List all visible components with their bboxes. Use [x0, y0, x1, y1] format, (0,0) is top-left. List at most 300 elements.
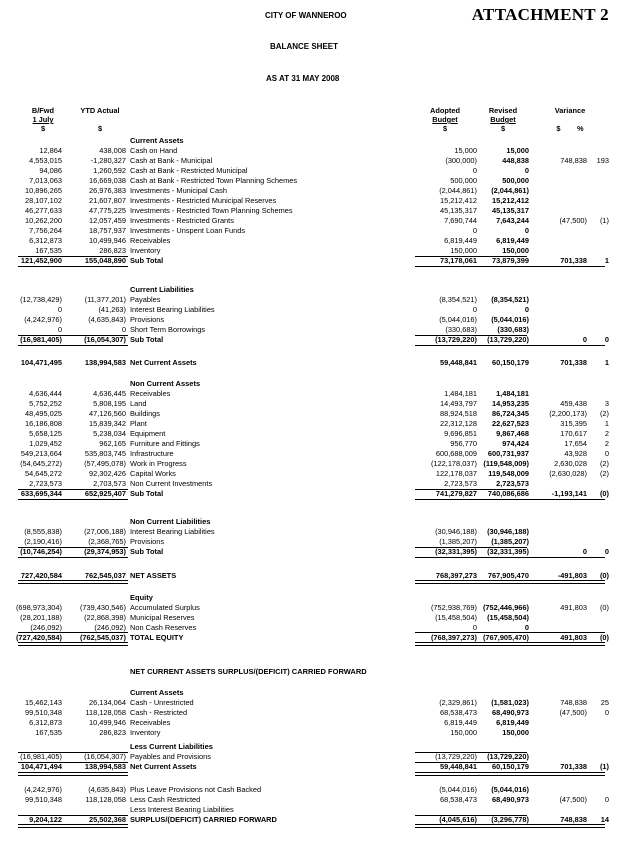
cell-bfwd: (12,738,429): [20, 295, 62, 304]
cell-adopted: (15,458,504): [435, 613, 477, 622]
table-row: [0, 206, 625, 216]
cell-ytd: (22,868,398): [84, 613, 126, 622]
table-row: [0, 226, 625, 236]
cell-label: Inventory: [130, 246, 161, 255]
cell-bfwd: 104,471,494: [20, 762, 62, 771]
attachment-label: ATTACHMENT 2: [471, 5, 609, 24]
table-row: [0, 479, 625, 489]
cell-adopted: (330,683): [445, 325, 477, 334]
rule: [18, 762, 128, 763]
section-current-assets: Current Assets: [130, 136, 184, 145]
cell-ytd: (2,368,765): [88, 537, 126, 546]
cell-var: 701,338: [560, 762, 587, 771]
cell-bfwd: (8,555,838): [24, 527, 62, 536]
rule: [18, 815, 128, 816]
cell-label: Receivables: [130, 389, 171, 398]
cell-label: Furniture and Fittings: [130, 439, 200, 448]
cell-bfwd: (10,746,254): [20, 547, 62, 556]
double-rule: [18, 824, 128, 828]
cell-adopted: 150,000: [450, 728, 477, 737]
cell-ytd: 652,925,407: [84, 489, 126, 498]
cell-ytd: 5,238,034: [93, 429, 126, 438]
table-row: [0, 246, 625, 256]
cell-var: (47,500): [559, 216, 587, 225]
cell-adopted: 9,696,851: [444, 429, 477, 438]
cell-adopted: (13,729,220): [435, 752, 477, 761]
rule: [18, 547, 128, 548]
cell-adopted: 768,397,273: [435, 571, 477, 580]
cell-var: (2,630,028): [549, 469, 587, 478]
cell-revised: 500,000: [502, 176, 529, 185]
cell-pct: 2: [604, 429, 609, 438]
col-revised-unit: $: [500, 124, 506, 133]
cell-revised: 974,424: [502, 439, 529, 448]
cell-label: Buildings: [130, 409, 160, 418]
cell-pct: 3: [604, 399, 609, 408]
cell-bfwd: (4,242,976): [24, 315, 62, 324]
table-row: [0, 236, 625, 246]
cell-ytd: 18,757,937: [89, 226, 126, 235]
cell-bfwd: 9,204,122: [29, 815, 62, 824]
cell-pct: 0: [604, 795, 609, 804]
section-current-liabilities: Current Liabilities: [130, 285, 194, 294]
table-row: [0, 449, 625, 459]
cell-adopted: (5,044,016): [439, 315, 477, 324]
col-adopted-unit: $: [442, 124, 448, 133]
table-row: [0, 762, 625, 772]
cell-label: Capital Works: [130, 469, 176, 478]
table-row: [0, 176, 625, 186]
table-row: [0, 718, 625, 728]
col-revised-label: Revised: [488, 106, 518, 115]
cell-adopted: 0: [472, 166, 477, 175]
rule: [18, 752, 128, 753]
cell-revised: (2,044,861): [491, 186, 529, 195]
cell-ytd: 5,808,195: [93, 399, 126, 408]
cell-ytd: -1,280,327: [90, 156, 126, 165]
cell-label: Cash at Bank - Restricted Municipal: [130, 166, 248, 175]
table-row: [0, 527, 625, 537]
cell-revised: 6,819,449: [496, 236, 529, 245]
table-row: [0, 439, 625, 449]
cell-label: Sub Total: [130, 547, 164, 556]
cell-label: Cash - Restricted: [130, 708, 188, 717]
cell-bfwd: 4,636,444: [29, 389, 62, 398]
cell-ytd: (57,495,078): [84, 459, 126, 468]
cell-adopted: 68,538,473: [440, 708, 477, 717]
cell-ytd: 155,048,890: [84, 256, 126, 265]
cell-pct: 2: [604, 439, 609, 448]
cell-revised: 767,905,470: [487, 571, 529, 580]
cell-var: (47,500): [559, 795, 587, 804]
cell-var: 491,803: [560, 603, 587, 612]
cell-bfwd: (2,190,416): [24, 537, 62, 546]
cell-label: Less Cash Restricted: [130, 795, 201, 804]
cell-bfwd: (28,201,188): [20, 613, 62, 622]
cell-pct: 14: [600, 815, 609, 824]
cell-revised: 740,086,686: [487, 489, 529, 498]
cell-var: 701,338: [560, 358, 587, 367]
cell-revised: (1,581,023): [491, 698, 529, 707]
cell-var: 748,838: [560, 156, 587, 165]
cell-pct: (2): [599, 459, 609, 468]
cell-adopted: 45,135,317: [440, 206, 477, 215]
table-row: [0, 603, 625, 613]
col-variance-label: Variance: [554, 106, 586, 115]
rule: [18, 335, 128, 336]
table-row: [0, 186, 625, 196]
double-rule: [18, 580, 128, 584]
cell-bfwd: (246,092): [30, 623, 62, 632]
col-bfwd-label2: 1 July: [32, 115, 54, 124]
cell-var: (2,200,173): [549, 409, 587, 418]
cell-adopted: (2,329,861): [439, 698, 477, 707]
cell-bfwd: 46,277,633: [25, 206, 62, 215]
cell-ytd: 118,128,058: [85, 795, 126, 804]
cell-var: 17,654: [564, 439, 587, 448]
double-rule: [18, 772, 128, 776]
cell-revised: 0: [524, 166, 529, 175]
cell-revised: 60,150,179: [492, 358, 529, 367]
cell-adopted: 6,819,449: [444, 718, 477, 727]
cell-ytd: 92,302,426: [89, 469, 126, 478]
cell-revised: (13,729,220): [487, 335, 529, 344]
table-row: [0, 216, 625, 226]
cell-label: Receivables: [130, 718, 171, 727]
cell-adopted: 7,690,744: [444, 216, 477, 225]
section-ncas-current-assets: Current Assets: [130, 688, 184, 697]
table-row: [0, 305, 625, 315]
cell-label: Municipal Reserves: [130, 613, 195, 622]
table-row: [0, 752, 625, 762]
cell-var: 170,617: [560, 429, 587, 438]
col-variance-unit: $: [556, 124, 561, 133]
cell-revised: 45,135,317: [492, 206, 529, 215]
cell-ytd: 16,669,038: [89, 176, 126, 185]
double-rule: [18, 642, 128, 646]
cell-label: NET ASSETS: [130, 571, 177, 580]
cell-bfwd: 16,186,808: [25, 419, 62, 428]
table-row: [0, 547, 625, 557]
cell-ytd: 47,775,225: [89, 206, 126, 215]
cell-revised: (15,458,504): [487, 613, 529, 622]
rule: [415, 632, 605, 633]
cell-label: Investments - Restricted Municipal Reserves: [130, 196, 277, 205]
cell-label: Land: [130, 399, 147, 408]
cell-label: Investments - Restricted Town Planning Schemes: [130, 206, 293, 215]
cell-bfwd: 99,510,348: [25, 795, 62, 804]
cell-bfwd: 10,896,265: [25, 186, 62, 195]
cell-label: Plus Leave Provisions not Cash Backed: [130, 785, 262, 794]
cell-revised: 68,490,973: [492, 708, 529, 717]
cell-ytd: (762,545,037): [79, 633, 126, 642]
rule: [415, 762, 527, 763]
cell-adopted: 22,312,128: [440, 419, 477, 428]
cell-revised: (32,331,395): [487, 547, 529, 556]
cell-ytd: (739,430,546): [79, 603, 126, 612]
cell-adopted: (768,397,273): [430, 633, 477, 642]
cell-revised: 1,484,181: [496, 389, 529, 398]
table-row: [0, 399, 625, 409]
cell-bfwd: 1,029,452: [29, 439, 62, 448]
col-ytd-unit: $: [97, 124, 103, 133]
cell-label: Work in Progress: [130, 459, 187, 468]
cell-ytd: (4,635,843): [88, 315, 126, 324]
cell-pct: (1): [599, 216, 609, 225]
cell-ytd: 0: [121, 325, 126, 334]
cell-pct: 1: [604, 256, 609, 265]
section-non-current-liabilities: Non Current Liabilities: [130, 517, 211, 526]
cell-var: 491,803: [560, 633, 587, 642]
table-row: [0, 315, 625, 325]
cell-var: 459,438: [560, 399, 587, 408]
cell-ytd: 10,499,946: [89, 236, 126, 245]
cell-var: 2,630,028: [554, 459, 587, 468]
cell-ytd: 25,502,368: [89, 815, 126, 824]
table-row: [0, 409, 625, 419]
col-revised-label2: Budget: [490, 115, 516, 124]
cell-ytd: (27,006,188): [84, 527, 126, 536]
cell-pct: (0): [599, 633, 609, 642]
cell-ytd: 138,994,583: [84, 358, 126, 367]
double-rule: [415, 824, 605, 828]
cell-ytd: 26,976,383: [89, 186, 126, 195]
cell-bfwd: 48,495,025: [25, 409, 62, 418]
cell-adopted: (2,044,861): [439, 186, 477, 195]
cell-revised: (30,946,188): [487, 527, 529, 536]
table-row: [0, 146, 625, 156]
cell-label: Plant: [130, 419, 147, 428]
cell-revised: (752,446,966): [482, 603, 529, 612]
cell-label: Sub Total: [130, 335, 164, 344]
cell-bfwd: (698,973,304): [15, 603, 62, 612]
cell-ytd: 15,839,342: [89, 419, 126, 428]
cell-label: Non Cash Reserves: [130, 623, 197, 632]
cell-bfwd: 28,107,102: [25, 196, 62, 205]
cell-label: Cash at Bank - Municipal: [130, 156, 213, 165]
cell-var: 748,838: [560, 698, 587, 707]
cell-bfwd: 0: [57, 325, 62, 334]
col-bfwd-header: [22, 106, 64, 133]
cell-pct: (0): [599, 603, 609, 612]
cell-ytd: (246,092): [94, 623, 126, 632]
cell-bfwd: 6,312,873: [29, 236, 62, 245]
cell-adopted: 59,448,841: [440, 358, 477, 367]
table-row: [0, 196, 625, 206]
cell-adopted: (30,946,188): [435, 527, 477, 536]
cell-bfwd: 7,756,264: [29, 226, 62, 235]
cell-pct: 193: [596, 156, 609, 165]
table-row: [0, 166, 625, 176]
cell-adopted: 2,723,573: [444, 479, 477, 488]
cell-label: Provisions: [130, 315, 165, 324]
cell-revised: 0: [524, 305, 529, 314]
cell-var: 43,928: [564, 449, 587, 458]
rule: [18, 557, 128, 558]
cell-adopted: (752,938,769): [430, 603, 477, 612]
rule: [18, 256, 128, 257]
rule: [18, 345, 128, 346]
cell-ytd: 138,994,583: [84, 762, 126, 771]
cell-revised: 15,000: [506, 146, 529, 155]
cell-bfwd: 2,723,573: [29, 479, 62, 488]
cell-revised: (1,385,207): [491, 537, 529, 546]
cell-revised: 60,150,179: [492, 762, 529, 771]
cell-label: Accumulated Surplus: [130, 603, 200, 612]
cell-revised: 68,490,973: [492, 795, 529, 804]
cell-revised: (5,044,016): [491, 785, 529, 794]
cell-revised: (8,354,521): [491, 295, 529, 304]
cell-bfwd: 549,213,664: [20, 449, 62, 458]
cell-bfwd: 94,086: [39, 166, 62, 175]
cell-bfwd: 10,262,200: [25, 216, 62, 225]
cell-label: Payables: [130, 295, 161, 304]
cell-revised: (767,905,470): [482, 633, 529, 642]
cell-pct: 0: [604, 547, 609, 556]
table-row: [0, 708, 625, 718]
cell-ytd: 535,803,745: [84, 449, 126, 458]
cell-revised: 86,724,345: [492, 409, 529, 418]
cell-ytd: 762,545,037: [84, 571, 126, 580]
cell-pct: (2): [599, 469, 609, 478]
cell-ytd: 21,607,807: [89, 196, 126, 205]
cell-pct: (0): [599, 489, 609, 498]
cell-revised: (5,044,016): [491, 315, 529, 324]
col-bfwd-unit: $: [40, 124, 46, 133]
cell-ytd: 1,260,592: [93, 166, 126, 175]
cell-revised: 7,643,244: [496, 216, 529, 225]
rule: [18, 489, 128, 490]
cell-bfwd: 12,864: [39, 146, 62, 155]
cell-pct: (1): [599, 762, 609, 771]
cell-ytd: (11,377,201): [84, 295, 126, 304]
cell-var: 0: [582, 335, 587, 344]
cell-ytd: 962,165: [99, 439, 126, 448]
rule: [530, 772, 605, 773]
cell-pct: (0): [599, 571, 609, 580]
cell-label: Investments - Municipal Cash: [130, 186, 227, 195]
col-adopted-header: [420, 106, 470, 133]
cell-ytd: (16,054,307): [84, 752, 126, 761]
cell-ytd: 12,057,459: [89, 216, 126, 225]
rule: [18, 266, 128, 267]
col-ytd-label: YTD Actual: [80, 106, 120, 115]
cell-label: Net Current Assets: [130, 358, 197, 367]
cell-revised: 22,627,523: [492, 419, 529, 428]
sheet-title: BALANCE SHEET: [270, 42, 339, 51]
cell-revised: (119,548,009): [483, 459, 529, 468]
col-adopted-label2: Budget: [432, 115, 458, 124]
cell-label: Investments - Restricted Grants: [130, 216, 234, 225]
table-row: [0, 459, 625, 469]
cell-adopted: 0: [472, 305, 477, 314]
table-row: [0, 489, 625, 499]
table-row: [0, 785, 625, 795]
cell-ytd: 47,126,560: [89, 409, 126, 418]
cell-label: TOTAL EQUITY: [130, 633, 184, 642]
cell-adopted: 0: [472, 623, 477, 632]
cell-label: SURPLUS/(DEFICIT) CARRIED FORWARD: [130, 815, 277, 824]
cell-adopted: (8,354,521): [439, 295, 477, 304]
table-row: [0, 429, 625, 439]
rule: [415, 335, 527, 336]
cell-bfwd: (16,981,405): [20, 752, 62, 761]
cell-label: Infrastructure: [130, 449, 174, 458]
section-equity: Equity: [130, 593, 153, 602]
cell-revised: (330,683): [497, 325, 529, 334]
cell-label: Sub Total: [130, 489, 164, 498]
cell-ytd: 438,008: [99, 146, 126, 155]
table-row: [0, 698, 625, 708]
col-adopted-label: Adopted: [430, 106, 460, 115]
cell-revised: 2,723,573: [496, 479, 529, 488]
rule: [415, 499, 605, 500]
cell-label: Investments - Unspent Loan Funds: [130, 226, 246, 235]
cell-bfwd: 99,510,348: [25, 708, 62, 717]
cell-bfwd: 5,752,252: [29, 399, 62, 408]
cell-label: Short Term Borrowings: [130, 325, 206, 334]
cell-adopted: 1,484,181: [444, 389, 477, 398]
cell-label: Non Current Investments: [130, 479, 213, 488]
cell-bfwd: 104,471,495: [20, 358, 62, 367]
section-ncas-less-current-liabilities: Less Current Liabilities: [130, 742, 213, 751]
rule: [415, 345, 605, 346]
cell-adopted: 122,178,037: [435, 469, 477, 478]
cell-adopted: 500,000: [450, 176, 477, 185]
cell-bfwd: (16,981,405): [20, 335, 62, 344]
rule: [415, 266, 605, 267]
cell-adopted: 14,493,797: [440, 399, 477, 408]
cell-ytd: (4,635,843): [88, 785, 126, 794]
cell-bfwd: 5,658,125: [29, 429, 62, 438]
cell-adopted: (300,000): [445, 156, 477, 165]
cell-pct: 0: [604, 708, 609, 717]
cell-var: -1,193,141: [551, 489, 587, 498]
cell-var: 748,838: [560, 815, 587, 824]
cell-adopted: (5,044,016): [439, 785, 477, 794]
cell-ytd: (29,374,953): [84, 547, 126, 556]
rule: [415, 557, 605, 558]
double-rule: [415, 580, 605, 584]
cell-label: Equipment: [130, 429, 166, 438]
rule: [415, 815, 527, 816]
cell-ytd: 286,823: [99, 728, 126, 737]
cell-revised: (13,729,220): [487, 752, 529, 761]
cell-pct: 0: [604, 335, 609, 344]
cell-ytd: 10,499,946: [89, 718, 126, 727]
cell-label: Receivables: [130, 236, 171, 245]
cell-pct: 0: [604, 449, 609, 458]
table-row: [0, 325, 625, 335]
cell-bfwd: 4,553,015: [29, 156, 62, 165]
table-row: [0, 795, 625, 805]
cell-revised: 15,212,412: [492, 196, 529, 205]
table-row: [0, 358, 625, 368]
cell-label: Sub Total: [130, 256, 164, 265]
table-row: [0, 156, 625, 166]
col-pct-unit: %: [576, 124, 584, 133]
cell-bfwd: 633,695,344: [20, 489, 62, 498]
table-row: [0, 419, 625, 429]
cell-revised: 448,838: [502, 156, 529, 165]
cell-label: Interest Bearing Liabilities: [130, 305, 215, 314]
table-row: [0, 295, 625, 305]
table-row: [0, 613, 625, 623]
cell-adopted: 0: [472, 226, 477, 235]
table-row: [0, 256, 625, 266]
table-row: [0, 537, 625, 547]
cell-label: Cash on Hand: [130, 146, 178, 155]
